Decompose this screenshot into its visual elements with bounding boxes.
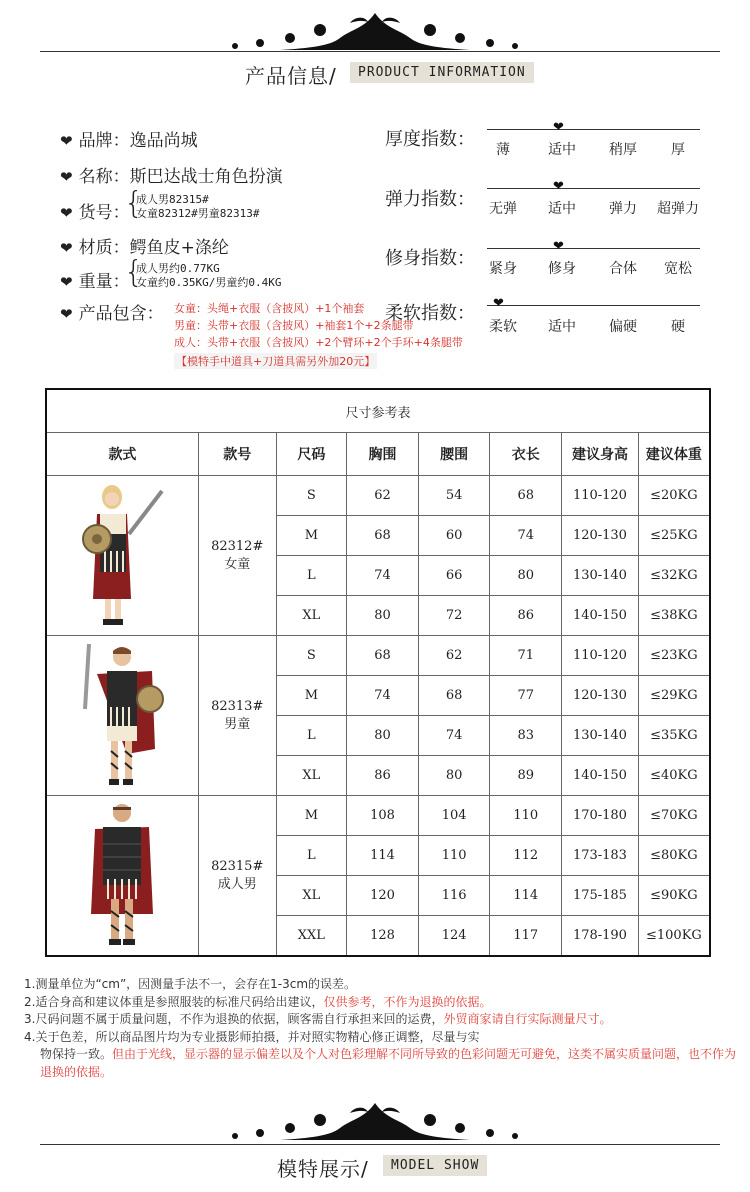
header-size: 尺码: [276, 433, 347, 476]
cell-height: 173-183: [562, 836, 639, 876]
cell-weight: ≤20KG: [638, 476, 710, 516]
cell-waist: 124: [418, 916, 490, 957]
index-option: 弹力: [609, 201, 637, 217]
style-no-cell: [198, 636, 276, 796]
cell-waist: 72: [418, 596, 490, 636]
table-title: 尺寸参考表: [46, 389, 710, 433]
cell-weight: ≤100KG: [638, 916, 710, 957]
cell-waist: 68: [418, 676, 490, 716]
cell-weight: ≤90KG: [638, 876, 710, 916]
heart-icon: ❤: [60, 305, 73, 323]
includes-boy: 男童：头带+衣服（含披风）+袖套1个+2条腿带: [174, 319, 414, 332]
note-3-warning: 外贸商家请自行实际测量尺寸。: [443, 1012, 612, 1026]
cell-chest: 74: [347, 676, 419, 716]
cell-length: 112: [490, 836, 562, 876]
cell-chest: 114: [347, 836, 419, 876]
cell-size: M: [276, 796, 347, 836]
info-includes: ❤ 产品包含：: [60, 304, 164, 324]
model-photo-boy: [46, 636, 198, 796]
index-option: 适中: [548, 142, 576, 158]
heart-marker-icon: ❤: [553, 179, 564, 194]
cell-chest: 68: [347, 516, 419, 556]
index-option: 合体: [609, 261, 637, 277]
includes-adult: 成人：头带+衣服（含披风）+2个臂环+2个手环+4条腿带: [174, 336, 463, 349]
note-4: 4.关于色差，所以商品图片均为专业摄影师拍摄，并对照实物精心修正调整，尽量与实: [24, 1029, 480, 1044]
style-name: 女童: [224, 556, 251, 572]
note-3: [24, 1011, 744, 1029]
cell-length: 77: [490, 676, 562, 716]
brace: {: [124, 255, 144, 290]
section-title-product-info: 产品信息/: [245, 64, 337, 88]
cell-height: 178-190: [562, 916, 639, 957]
style-no: 82312#: [211, 538, 264, 554]
softness-index-label: 柔软指数：: [385, 303, 475, 324]
index-option: 稍厚: [609, 142, 637, 158]
cell-length: 83: [490, 716, 562, 756]
index-option: 薄: [496, 142, 510, 158]
section-subtitle-product-info: PRODUCT INFORMATION: [350, 62, 534, 83]
header-length: 衣长: [490, 433, 562, 476]
index-option: 修身: [548, 261, 576, 277]
cell-height: 110-120: [562, 476, 639, 516]
weight-kids: 女童约0.35KG/男童约0.4KG: [136, 276, 282, 289]
cell-chest: 120: [347, 876, 419, 916]
style-name: 成人男: [217, 876, 257, 892]
heart-marker-icon: ❤: [553, 239, 564, 254]
header-chest: 胸围: [347, 433, 419, 476]
info-name: ❤ 名称：斯巴达战士角色扮演: [60, 167, 283, 187]
cell-waist: 54: [418, 476, 490, 516]
note-2-warning: 仅供参考，不作为退换的依据。: [323, 994, 492, 1009]
cell-chest: 80: [347, 596, 419, 636]
spartan-boy-figure: [67, 639, 177, 789]
heart-icon: ❤: [60, 273, 73, 291]
table-row: [46, 636, 710, 676]
cell-size: L: [276, 716, 347, 756]
cell-length: 68: [490, 476, 562, 516]
cell-height: 140-150: [562, 596, 639, 636]
info-weight: ❤ 重量：: [60, 272, 130, 292]
model-photo-adult: [46, 796, 198, 957]
divider-bottom: [40, 1144, 720, 1145]
index-option: 适中: [548, 319, 576, 335]
header-style-no: 款号: [198, 433, 276, 476]
softness-index-line: [487, 305, 700, 306]
cell-weight: ≤23KG: [638, 636, 710, 676]
cell-size: L: [276, 556, 347, 596]
index-option: 超弹力: [657, 201, 699, 217]
size-chart-table: [45, 388, 711, 957]
index-option: 厚: [671, 142, 685, 158]
cell-chest: 62: [347, 476, 419, 516]
cell-length: 117: [490, 916, 562, 957]
model-photo-girl: [46, 476, 198, 636]
table-row: [46, 476, 710, 516]
info-item-no: ❤ 货号：: [60, 203, 130, 223]
section-title-model-show: 模特展示/: [277, 1157, 369, 1181]
cell-length: 74: [490, 516, 562, 556]
note-2: [24, 994, 744, 1012]
spartan-girl-figure: [67, 479, 177, 629]
cell-waist: 80: [418, 756, 490, 796]
item-no-kids: 女童82312#男童82313#: [136, 207, 260, 220]
cell-waist: 116: [418, 876, 490, 916]
note-4-warning: 但由于光线，显示器的显示偏差以及个人对色彩理解不同所导致的色彩问题无可避免，这类不属实质量问题，也不作为退换的依据。: [40, 1047, 737, 1079]
index-option: 适中: [548, 201, 576, 217]
includes-girl: 女童：头绳+衣服（含披风）+1个袖套: [174, 302, 365, 315]
index-option: 无弹: [489, 201, 517, 217]
style-name: 男童: [224, 716, 251, 732]
includes-note: 【模特手中道具+刀道具需另外加20元】: [176, 355, 376, 368]
cell-weight: ≤32KG: [638, 556, 710, 596]
notes-block: [24, 976, 744, 1081]
cell-length: 89: [490, 756, 562, 796]
cell-weight: ≤25KG: [638, 516, 710, 556]
cell-length: 86: [490, 596, 562, 636]
ornament-top: [200, 8, 550, 53]
elasticity-index-label: 弹力指数：: [385, 189, 475, 210]
note-1: 1.测量单位为“cm”，因测量手法不一，会存在1-3cm的误差。: [24, 977, 357, 991]
cell-size: XXL: [276, 916, 347, 957]
cell-height: 130-140: [562, 716, 639, 756]
note-2-text: 2.适合身高和建议体重是参照服装的标准尺码给出建议，: [24, 994, 324, 1009]
item-no-adult: 成人男82315#: [136, 193, 209, 206]
table-header-row: [46, 433, 710, 476]
heart-icon: ❤: [60, 168, 73, 186]
cell-weight: ≤35KG: [638, 716, 710, 756]
cell-chest: 74: [347, 556, 419, 596]
cell-height: 140-150: [562, 756, 639, 796]
cell-weight: ≤70KG: [638, 796, 710, 836]
heart-marker-icon: ❤: [493, 296, 504, 311]
style-no: 82313#: [211, 698, 264, 714]
cell-height: 170-180: [562, 796, 639, 836]
header-height: 建议身高: [562, 433, 639, 476]
header-weight: 建议体重: [638, 433, 710, 476]
cell-weight: ≤29KG: [638, 676, 710, 716]
cell-length: 71: [490, 636, 562, 676]
note-4-cont: [24, 1046, 744, 1081]
section-subtitle-model-show: MODEL SHOW: [383, 1155, 487, 1176]
heart-marker-icon: ❤: [553, 120, 564, 135]
heart-icon: ❤: [60, 239, 73, 257]
header-waist: 腰围: [418, 433, 490, 476]
cell-height: 120-130: [562, 516, 639, 556]
note-3-text: 3.尺码问题不属于质量问题，不作为退换的依据，顾客需自行承担来回的运费，: [24, 1012, 444, 1026]
cell-size: XL: [276, 756, 347, 796]
cell-waist: 110: [418, 836, 490, 876]
thickness-index-label: 厚度指数：: [385, 129, 475, 150]
cell-size: M: [276, 676, 347, 716]
index-option: 偏硬: [609, 319, 637, 335]
cell-size: M: [276, 516, 347, 556]
info-brand: ❤ 品牌：逸品尚城: [60, 131, 198, 151]
heart-icon: ❤: [60, 132, 73, 150]
cell-length: 114: [490, 876, 562, 916]
cell-chest: 86: [347, 756, 419, 796]
cell-chest: 108: [347, 796, 419, 836]
cell-size: S: [276, 636, 347, 676]
item-no-lines: [136, 193, 259, 221]
header-style: 款式: [46, 433, 198, 476]
cell-height: 120-130: [562, 676, 639, 716]
cell-waist: 74: [418, 716, 490, 756]
cell-size: S: [276, 476, 347, 516]
table-row: [46, 796, 710, 836]
heart-icon: ❤: [60, 204, 73, 222]
cell-chest: 128: [347, 916, 419, 957]
cell-height: 130-140: [562, 556, 639, 596]
cell-size: XL: [276, 596, 347, 636]
cell-waist: 60: [418, 516, 490, 556]
index-option: 紧身: [489, 261, 517, 277]
cell-weight: ≤40KG: [638, 756, 710, 796]
cell-size: XL: [276, 876, 347, 916]
cell-length: 110: [490, 796, 562, 836]
cell-height: 110-120: [562, 636, 639, 676]
style-no: 82315#: [211, 858, 264, 874]
ornament-bottom: [200, 1098, 550, 1143]
elasticity-index-line: [487, 188, 700, 189]
brace: {: [124, 186, 144, 221]
style-no-cell: [198, 476, 276, 636]
cell-height: 175-185: [562, 876, 639, 916]
cell-waist: 104: [418, 796, 490, 836]
divider-top: [40, 51, 720, 52]
index-option: 硬: [671, 319, 685, 335]
index-option: 宽松: [664, 261, 692, 277]
cell-chest: 80: [347, 716, 419, 756]
weight-adult: 成人男约0.77KG: [136, 262, 220, 275]
thickness-index-line: [487, 129, 700, 130]
cell-chest: 68: [347, 636, 419, 676]
cell-length: 80: [490, 556, 562, 596]
weight-lines: [136, 262, 281, 290]
fit-index-label: 修身指数：: [385, 248, 475, 269]
spartan-adult-figure: [67, 799, 177, 949]
note-4-text: 物保持一致。: [40, 1047, 113, 1061]
index-option: 柔软: [489, 319, 517, 335]
cell-weight: ≤80KG: [638, 836, 710, 876]
fit-index-line: [487, 248, 700, 249]
style-no-cell: [198, 796, 276, 957]
cell-waist: 62: [418, 636, 490, 676]
cell-weight: ≤38KG: [638, 596, 710, 636]
cell-waist: 66: [418, 556, 490, 596]
cell-size: L: [276, 836, 347, 876]
info-material: ❤ 材质：鳄鱼皮+涤纶: [60, 238, 229, 258]
